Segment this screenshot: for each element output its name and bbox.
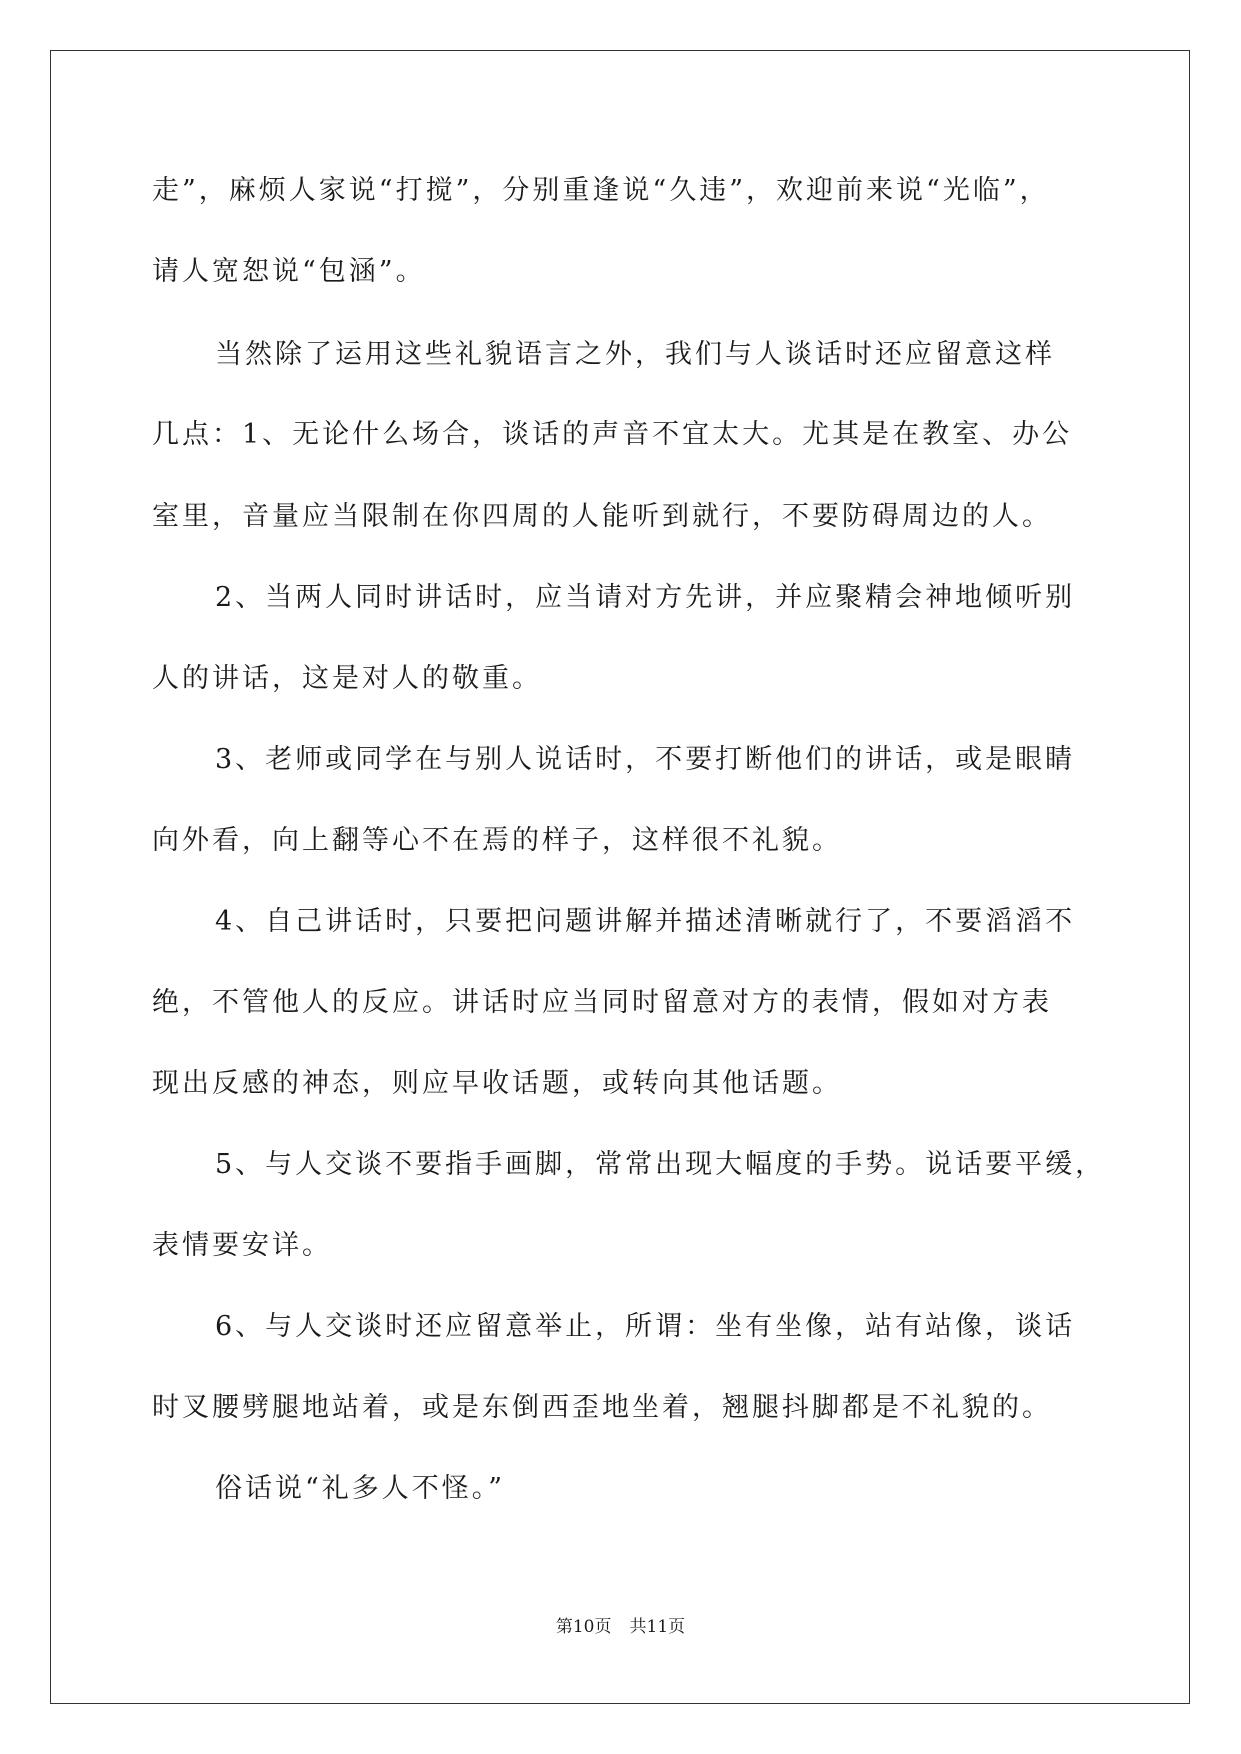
paragraph-line: 2、当两人同时讲话时，应当请对方先讲，并应聚精会神地倾听别 <box>215 582 1076 613</box>
paragraph-line: 人的讲话，这是对人的敬重。 <box>152 663 542 694</box>
paragraph-line: 向外看，向上翻等心不在焉的样子，这样很不礼貌。 <box>152 825 842 856</box>
paragraph-line: 几点：1、无论什么场合，谈话的声音不宜太大。尤其是在教室、办公 <box>152 419 1073 450</box>
paragraph-line: 6、与人交谈时还应留意举止，所谓：坐有坐像，站有站像，谈话 <box>215 1311 1076 1342</box>
paragraph-line: 现出反感的神态，则应早收话题，或转向其他话题。 <box>152 1068 842 1099</box>
paragraph-line: 4、自己讲话时，只要把问题讲解并描述清晰就行了，不要滔滔不 <box>215 906 1076 937</box>
paragraph-line: 室里，音量应当限制在你四周的人能听到就行，不要防碍周边的人。 <box>152 501 1052 532</box>
paragraph-line: 绝，不管他人的反应。讲话时应当同时留意对方的表情，假如对方表 <box>152 987 1052 1018</box>
paragraph-line: 表情要安详。 <box>152 1230 332 1261</box>
page-number-current: 第10页 <box>555 1617 612 1637</box>
paragraph-line: 走”，麻烦人家说“打搅”，分别重逢说“久违”，欢迎前来说“光临”， <box>152 175 1050 206</box>
paragraph-line: 当然除了运用这些礼貌语言之外，我们与人谈话时还应留意这样 <box>215 339 1055 370</box>
page-border <box>50 50 1190 1704</box>
paragraph-line: 时叉腰劈腿地站着，或是东倒西歪地坐着，翘腿抖脚都是不礼貌的。 <box>152 1392 1052 1423</box>
paragraph-line: 3、老师或同学在与别人说话时，不要打断他们的讲话，或是眼睛 <box>215 744 1076 775</box>
page-number-total: 共11页 <box>629 1617 686 1637</box>
paragraph-line: 请人宽恕说“包涵”。 <box>152 256 426 287</box>
paragraph-line: 俗话说“礼多人不怪。” <box>215 1473 506 1504</box>
page-footer <box>0 1616 1241 1638</box>
paragraph-line: 5、与人交谈不要指手画脚，常常出现大幅度的手势。说话要平缓， <box>215 1149 1106 1180</box>
